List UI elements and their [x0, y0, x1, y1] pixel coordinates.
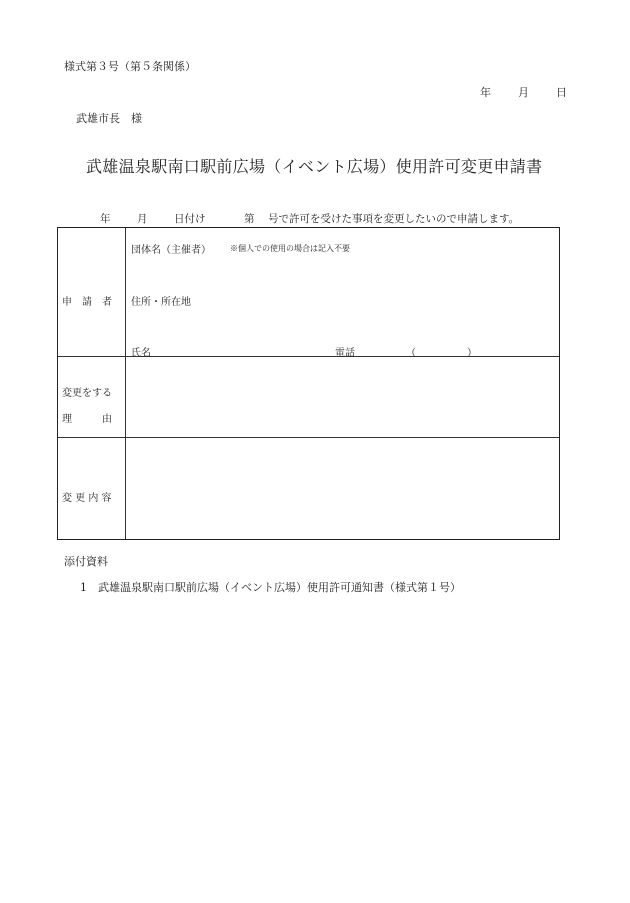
form-number: 様式第３号（第５条関係） — [64, 60, 196, 73]
phone-close-paren: ） — [467, 348, 477, 359]
application-form-table — [57, 227, 560, 540]
document-title: 武雄温泉駅南口駅前広場（イベント広場）使用許可変更申請書 — [86, 157, 543, 176]
org-name-label: 団体名（主催者） — [131, 245, 211, 256]
intro-day-suffix: 日付け — [174, 213, 206, 225]
reason-label-line2: 理 由 — [62, 414, 112, 425]
row-divider-2 — [58, 437, 559, 438]
submission-date — [480, 84, 567, 100]
name-label: 氏名 — [131, 348, 151, 359]
phone-open-paren: （ — [406, 348, 416, 359]
intro-month: 月 — [137, 213, 148, 225]
reason-label-line1: 変更をする — [62, 388, 112, 399]
applicant-label: 申 請 者 — [62, 297, 112, 308]
address-label: 住所・所在地 — [131, 297, 191, 308]
content-label: 変 更 内 容 — [62, 493, 112, 504]
date-day-label: 日 — [556, 86, 567, 99]
org-name-note: ※個人での使用の場合は記入不要 — [230, 244, 350, 253]
date-month-label: 月 — [518, 86, 529, 99]
intro-number-prefix: 第 — [244, 213, 255, 225]
label-column-divider — [125, 228, 126, 539]
date-year-label: 年 — [480, 86, 491, 99]
phone-label: 電話 — [335, 348, 355, 359]
attachment-item: 1 武雄温泉駅南口駅前広場（イベント広場）使用許可通知書（様式第１号） — [80, 581, 461, 594]
attachments-heading: 添付資料 — [64, 555, 108, 568]
intro-body: 号で許可を受けた事項を変更したいので申請します。 — [268, 213, 520, 225]
addressee: 武雄市長 様 — [76, 112, 142, 125]
intro-year: 年 — [100, 213, 111, 225]
intro-statement — [100, 211, 519, 226]
